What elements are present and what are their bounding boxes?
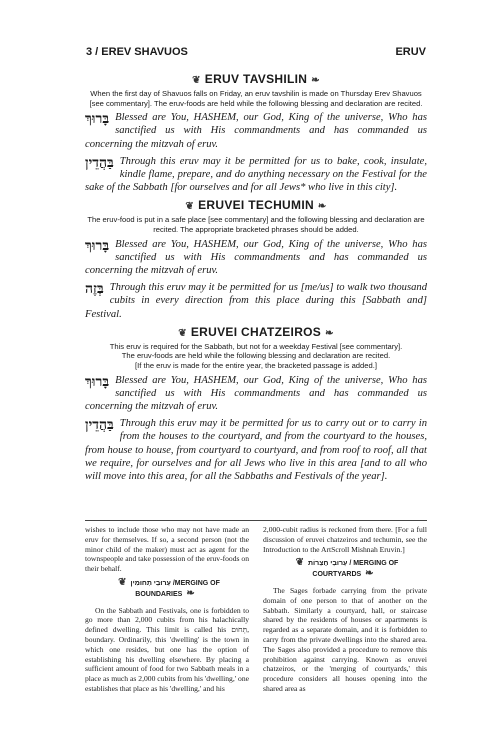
techumin-title: ❦ ERUVEI TECHUMIN ❧ [185, 198, 327, 213]
techumin-blessing: בָּרוּךְ Blessed are You, HASHEM, our God, King of the universe, Who has sanctified us with His commandments and has commanded us concerning the mitzvah of eruv. [85, 237, 427, 276]
section-label: ERUV [395, 46, 426, 58]
tavshilin-declaration: בַּהֲדֵין Through this eruv may it be permitted for us to bake, cook, insulate, kindle flame, prepare, and do anything necessary on the Festival for the sake of the Sabbath [for ourselves and for all Jews* who live in this city]. [85, 154, 427, 194]
techumin-instruction: The eruv-food is put in a safe place [see commentary] and the following blessing and declaration are recited. The appropriate bracketed phrases should be added. [87, 215, 425, 234]
page-label: 3 / EREV SHAVUOS [86, 46, 188, 58]
techumin-declaration: בְּזֶה Through this eruv may it be permitted for us [me/us] to walk two thousand cubits in every direction from this place during this [Sabbath and] Festival. [85, 281, 427, 320]
main-text [85, 72, 427, 487]
commentary-right-column [263, 525, 427, 698]
chatzeiros-title: ❦ ERUVEI CHATZEIROS ❧ [178, 324, 334, 339]
techumin-blessing-hebrew: בָּרוּךְ [85, 237, 110, 254]
techumin-declaration-hebrew: בְּזֶה [85, 281, 104, 298]
commentary [85, 520, 427, 693]
ornament-right-icon: ❧ [317, 201, 327, 213]
commentary-left-column [85, 525, 249, 698]
commentary-left-intro: wishes to include those who may not have made an eruv for themselves. If so, a second person (not the minor child of the maker) must act as agent for the townspeople and take possession of the eruv-foods on their behalf. [85, 525, 249, 574]
chatzeiros-instruction-3: [If the eruv is made for the entire year, the bracketed passage is added.] [135, 361, 377, 370]
chatzeiros-blessing: בָּרוּךְ Blessed are You, HASHEM, our God, King of the universe, Who has sanctified us with His commandments and has commanded us concerning the mitzvah of eruv. [85, 373, 427, 412]
tavshilin-blessing: בָּרוּךְ Blessed are You, HASHEM, our God, King of the universe, Who has sanctified us with His commandments and has commanded us concerning the mitzvah of eruv. [85, 111, 427, 150]
ornament-left-icon: ❦ [295, 557, 305, 569]
commentary-right-heading: ❦ עֵרוּבֵי חֲצֵרוֹת / MERGING OF COURTYARDS ❧ [295, 557, 399, 580]
chatzeiros-blessing-hebrew: בָּרוּךְ [85, 373, 110, 390]
commentary-right-body: The Sages forbade carrying from the private domain of one person to that of another on the Sabbath. Similarly a courtyard, hall, or staircase shared by the residents of houses or apartments is regarded as a separate domain, and it is forbidden to carry from the private dwellings into the shared area. The Sages also provided a procedure to remove this prohibition against carrying. Known as eruvei chatzeiros, or the 'merging of courtyards,' this procedure considers all houses opening into the shared area as [263, 585, 427, 693]
tavshilin-blessing-hebrew: בָּרוּךְ [85, 111, 110, 128]
ornament-left-icon: ❦ [185, 201, 195, 213]
ornament-right-icon: ❧ [325, 327, 334, 339]
tavshilin-instruction: When the first day of Shavuos falls on Friday, an eruv tavshilin is made on Thursday Erev Shavuos [see commentary]. The eruv-foods are held while the following blessing and declaration are recited. [89, 89, 423, 108]
tavshilin-title: ❦ ERUV TAVSHILIN ❧ [192, 72, 320, 86]
ornament-left-icon: ❦ [192, 75, 201, 86]
ornament-right-icon: ❧ [311, 75, 320, 86]
chatzeiros-declaration: בַּהֲדֵין Through this eruv may it be permitted for us to carry out or to carry in from the houses to the courtyard, and from the courtyard to the houses, from house to house, from courtyard to courtyard, and from roof to roof, all that we require, for ourselves and for all Jews who live in this area [and to all who will move into this area, for all the Sabbaths and Festivals of the year]. [85, 417, 427, 483]
ornament-left-icon: ❦ [178, 327, 187, 339]
commentary-left-body: On the Sabbath and Festivals, one is forbidden to go more than 2,000 cubits from his halachically defined dwelling. This limit is called his תְּחוּם, boundary. Ordinarily, this 'dwelling' is the town in which one resides, but one has the option of establishing his dwelling elsewhere. By placing a sufficient amount of food for two Sabbath meals in a place as much as 2,000 cubits from his 'dwelling,' one establishes that place as his 'dwelling,' and his [85, 605, 249, 693]
ornament-left-icon: ❦ [118, 576, 127, 588]
commentary-left-heading: ❦ עֵרוּבֵי תְחוּמִין /MERGING OF BOUNDARIES ❧ [118, 576, 220, 599]
commentary-right-intro: 2,000-cubit radius is reckoned from there. [For a full discussion of eruvei chatzeiros and techumin, see the Introduction to the ArtScroll Mishnah Eruvin.] [263, 525, 427, 554]
ornament-right-icon: ❧ [365, 568, 374, 580]
chatzeiros-declaration-hebrew: בַּהֲדֵין [85, 417, 114, 434]
chatzeiros-instruction-1: This eruv is required for the Sabbath, but not for a weekday Festival [see commentary]. [109, 341, 403, 351]
chatzeiros-instruction-2: The eruv-foods are held while the following blessing and declaration are recited. [121, 351, 391, 361]
tavshilin-declaration-hebrew: בַּהֲדֵין [85, 154, 114, 171]
ornament-right-icon: ❧ [186, 587, 195, 599]
